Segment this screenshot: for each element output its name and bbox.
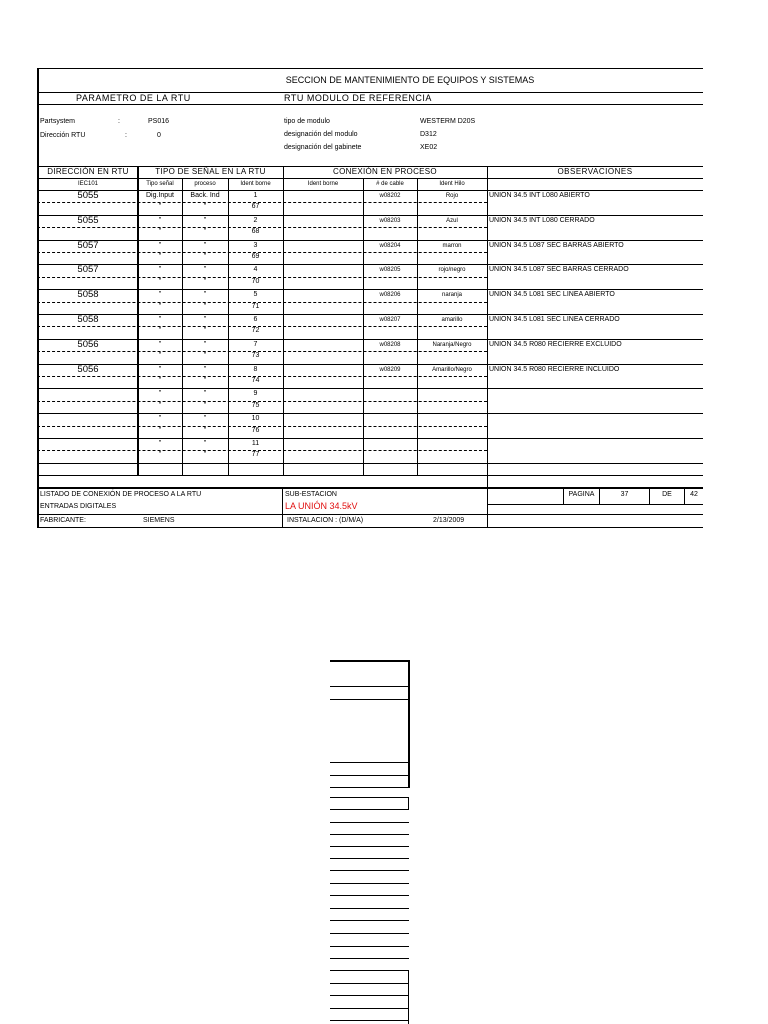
cable-number: w08204 [379, 242, 401, 249]
de-value: 42 [690, 491, 698, 498]
row-line [37, 438, 703, 439]
terminal-id: 9 [253, 390, 258, 398]
col-direccion-header: DIRECCIÓN EN RTU [47, 167, 129, 176]
instalacion-label: INSTALACION : (D/M/A) [287, 517, 364, 524]
terminal-id: 5 [253, 291, 258, 299]
wire-id: Amarillo/Negro [432, 366, 472, 373]
ditto-mark: " [158, 426, 162, 434]
direccion-value: 0 [157, 132, 161, 139]
ditto-mark: " [158, 228, 162, 236]
terminal-id: 7 [253, 340, 258, 348]
cable-number: w08206 [379, 292, 401, 299]
cable-number: w08203 [379, 217, 401, 224]
terminal-id: 8 [253, 365, 258, 373]
signal-type: " [158, 365, 162, 373]
terminal-id: 10 [251, 415, 260, 423]
ditto-mark: " [158, 352, 162, 360]
row-line [37, 413, 703, 414]
process-type: " [203, 415, 207, 423]
signal-type: " [158, 415, 162, 423]
listado-title: LISTADO DE CONEXIÓN DE PROCESO A LA RTU [40, 491, 202, 498]
terminal-id: 68 [251, 228, 260, 236]
process-type: " [203, 266, 207, 274]
col-observaciones-header: OBSERVACIONES [557, 167, 633, 176]
direccion-label: Dirección RTU [40, 132, 86, 139]
de-label: DE [662, 491, 672, 498]
ditto-mark: " [203, 203, 207, 211]
designacion-modulo-value: D312 [420, 131, 437, 138]
terminal-id: 76 [251, 426, 260, 434]
observation: UNION 34.5 R080 RECIERRE INCLUIDO [489, 365, 620, 373]
instalacion-date: 2/13/2009 [433, 517, 465, 524]
ditto-mark: " [203, 302, 207, 310]
ditto-mark: " [203, 451, 207, 459]
ditto-mark: " [158, 401, 162, 409]
terminal-id: 1 [253, 192, 258, 199]
signal-type: " [158, 316, 162, 323]
terminal-id: 4 [253, 266, 258, 274]
terminal-id: 11 [251, 440, 260, 447]
col-ident-borne2-header: Ident borne [307, 181, 339, 187]
rtu-reference-title: RTU MODULO DE REFERENCIA [284, 93, 432, 103]
gabinete-label: designación del gabinete [284, 144, 362, 151]
row-line [37, 388, 703, 389]
ditto-mark: " [203, 228, 207, 236]
entradas-title: ENTRADAS DIGITALES [40, 503, 117, 510]
ditto-mark: " [203, 277, 207, 285]
tipo-modulo-value: WESTERM D20S [420, 118, 476, 125]
pagina-label: PAGINA [568, 491, 595, 498]
signal-type: " [158, 241, 162, 249]
observation: UNION 34.5 L081 SEC LINEA ABIERTO [489, 291, 615, 299]
ditto-mark: " [158, 253, 162, 260]
wire-id: naranja [441, 292, 462, 299]
rtu-address: 5057 [77, 264, 99, 276]
ditto-mark: " [158, 327, 162, 335]
signal-type: " [158, 340, 162, 348]
process-type: " [203, 440, 207, 447]
col-hilo-header: Ident Hilo [439, 181, 465, 187]
document-title: SECCION DE MANTENIMIENTO DE EQUIPOS Y SISTEMAS [285, 75, 535, 85]
terminal-id: 67 [251, 203, 260, 211]
col-cable-header: # de cable [376, 181, 404, 187]
terminal-id: 69 [251, 253, 260, 260]
process-type: Back. Ind [190, 192, 220, 199]
gabinete-value: XE02 [420, 144, 438, 151]
col-ident-borne-header: Ident borne [240, 181, 271, 187]
ditto-mark: " [203, 426, 207, 434]
ditto-mark: " [158, 203, 162, 211]
rtu-address: 5056 [77, 363, 99, 375]
col-conexion-header: CONEXIÓN EN PROCESO [333, 167, 437, 176]
ditto-mark: " [158, 451, 162, 459]
colon: : [125, 132, 127, 139]
terminal-id: 75 [251, 401, 260, 409]
wire-id: Naranja/Negro [432, 341, 472, 348]
terminal-id: 2 [253, 216, 258, 224]
ditto-mark: " [203, 253, 207, 260]
pagina-value: 37 [620, 491, 629, 498]
ditto-mark: " [203, 352, 207, 360]
param-rtu-title: PARAMETRO DE LA RTU [76, 93, 191, 103]
observation: UNION 34.5 L087 SEC BARRAS ABIERTO [489, 241, 624, 249]
rtu-address: 5057 [77, 239, 99, 251]
signal-type: " [158, 440, 162, 447]
colon: : [118, 118, 120, 125]
process-type: " [203, 390, 207, 398]
process-type: " [203, 365, 207, 373]
process-type: " [203, 216, 207, 224]
fabricante-value: SIEMENS [143, 517, 175, 524]
wire-id: rojo/negro [438, 267, 466, 274]
terminal-id: 72 [251, 327, 260, 335]
signal-type: " [158, 216, 162, 224]
partsystem-value: PS016 [148, 118, 170, 125]
process-type: " [203, 316, 207, 323]
ditto-mark: " [158, 277, 162, 285]
terminal-id: 6 [253, 316, 258, 323]
observation: UNION 34.5 R080 RECIERRE EXCLUIDO [489, 340, 622, 348]
col-proceso-header: proceso [194, 181, 216, 187]
observation: UNION 34.5 INT L080 ABIERTO [489, 192, 590, 199]
process-type: " [203, 241, 207, 249]
cable-number: w08209 [379, 366, 401, 373]
cable-number: w08208 [379, 341, 401, 348]
observation: UNION 34.5 INT L080 CERRADO [489, 216, 595, 224]
row-line [37, 463, 703, 464]
partsystem-label: Partsystem [40, 118, 76, 125]
process-type: " [203, 291, 207, 299]
wire-id: amarillo [441, 317, 463, 323]
rtu-address: 5058 [77, 289, 99, 301]
col-tipo-senal-header: Tipo señal [146, 181, 174, 187]
col-iec-header: IEC101 [77, 181, 98, 187]
terminal-id: 70 [251, 277, 260, 285]
ditto-mark: " [203, 377, 207, 384]
wire-id: Rojo [445, 193, 459, 199]
rtu-address: 5055 [77, 214, 99, 226]
signal-type: " [158, 266, 162, 274]
ditto-mark: " [203, 327, 207, 335]
cable-number: w08207 [379, 317, 401, 323]
signal-type: Dig.Input [145, 192, 175, 199]
signal-type: " [158, 390, 162, 398]
ditto-mark: " [203, 401, 207, 409]
rtu-address: 5056 [77, 338, 99, 350]
process-type: " [203, 340, 207, 348]
rtu-address: 5058 [77, 314, 99, 325]
terminal-id: 71 [251, 302, 260, 310]
ditto-mark: " [158, 377, 162, 384]
col-tipo-header: TIPO DE SEÑAL EN LA RTU [155, 167, 266, 176]
ditto-mark: " [158, 302, 162, 310]
fabricante-label: FABRICANTE: [40, 517, 86, 524]
subestacion-label: SUB-ESTACION [285, 491, 337, 498]
subestacion-value: LA UNIÓN 34.5kV [285, 501, 358, 511]
cable-number: w08205 [379, 267, 401, 274]
terminal-id: 3 [253, 241, 258, 249]
signal-type: " [158, 291, 162, 299]
observation: UNION 34.5 L081 SEC LINEA CERRADO [489, 316, 620, 323]
observation: UNION 34.5 L087 SEC BARRAS CERRADO [489, 266, 629, 274]
rtu-address: 5055 [77, 190, 99, 201]
wire-id: Azul [446, 217, 458, 224]
cable-number: w08202 [379, 193, 401, 199]
designacion-modulo-label: designación del modulo [284, 131, 358, 138]
wire-id: marron [442, 242, 462, 249]
terminal-id: 74 [251, 377, 260, 384]
terminal-id: 77 [251, 451, 260, 459]
tipo-modulo-label: tipo de modulo [284, 118, 330, 125]
terminal-id: 73 [251, 352, 260, 360]
